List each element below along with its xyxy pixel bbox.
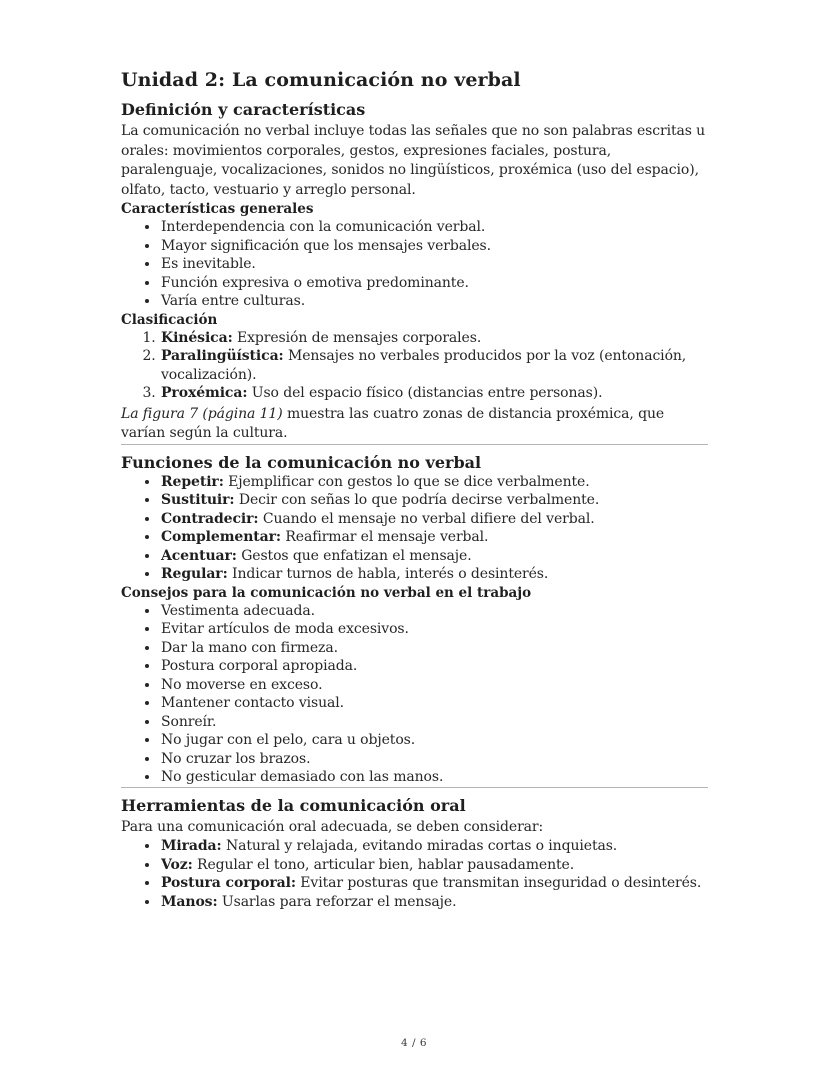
list-item: • Postura corporal apropiada. [160,657,708,676]
clasificacion-list [121,329,708,403]
figure-note-text: muestra las cuatro zonas de distancia proxémica, que varían según la cultura. [121,405,665,441]
term: Manos: [161,893,218,910]
caracteristicas-list [121,218,708,311]
term-description: Ejemplificar con gestos lo que se dice verbalmente. [228,473,590,490]
list-item: • No gesticular demasiado con las manos. [160,768,708,787]
list-item: • Interdependencia con la comunicación verbal. [160,218,708,237]
list-item [160,837,708,856]
list-item: • Evitar artículos de moda excesivos. [160,620,708,639]
heading-clasificacion: Clasificación [121,311,218,328]
term-description: Indicar turnos de habla, interés o desinterés. [232,566,549,582]
herramientas-list [121,837,708,911]
term: Regular: [161,566,228,582]
funciones-list [121,473,708,584]
term-description: Usarlas para reforzar el mensaje. [221,893,457,910]
list-item [160,874,708,893]
term-description: Gestos que enfatizan el mensaje. [241,547,472,564]
term-description: Decir con señas lo que podría decirse verbalmente. [238,492,600,508]
term-description: Reafirmar el mensaje verbal. [285,529,489,545]
list-item: • Mayor significación que los mensajes verbales. [160,237,708,256]
term-description: Natural y relajada, evitando miradas cortas o inquietas. [225,838,618,854]
paragraph-definicion: La comunicación no verbal incluye todas las señales que no son palabras escritas u orales: movimientos corporales, gestos, expresiones faciales, postura, paralenguaje, vocalizaciones, sonidos no lingüísticos, proxémica (uso del espacio), olfato, tacto, vestuario y arreglo personal. [121,123,706,198]
term: Postura corporal: [161,875,296,891]
list-item [160,528,708,547]
page-title: Unidad 2: La comunicación no verbal [121,69,521,91]
heading-funciones: Funciones de la comunicación no verbal [121,452,482,472]
list-item: • Vestimenta adecuada. [160,602,708,621]
list-item: • Dar la mano con firmeza. [160,639,708,658]
term: Paralingüística: [161,348,284,364]
horizontal-rule [121,444,708,445]
term: Repetir: [161,473,224,490]
list-item: • No moverse en exceso. [160,676,708,695]
list-item [160,565,708,584]
term: Voz: [161,856,193,873]
list-item [160,893,708,912]
list-item: • Mantener contacto visual. [160,694,708,713]
term: Contradecir: [161,510,259,527]
term: Kinésica: [161,329,233,346]
term-description: Uso del espacio físico (distancias entre personas). [251,385,603,401]
list-item: • No jugar con el pelo, cara u objetos. [160,731,708,750]
horizontal-rule [121,787,708,788]
list-item [160,347,708,384]
list-item: • Sonreír. [160,713,708,732]
heading-caracteristicas: Características generales [121,201,314,217]
figure-note [121,405,708,444]
paragraph-herramientas: Para una comunicación oral adecuada, se deben considerar: [121,818,544,835]
list-item [160,329,708,348]
heading-herramientas: Herramientas de la comunicación oral [121,795,466,815]
heading-definicion: Definición y características [121,100,366,119]
list-item [160,547,708,566]
list-item: • Varía entre culturas. [160,292,708,311]
list-item [160,384,708,403]
list-item [160,856,708,875]
term: Mirada: [161,838,222,854]
list-item [160,473,708,492]
figure-reference: La figura 7 (página 11) [121,405,283,422]
term-description: Mensajes no verbales producidos por la voz (entonación, vocalización). [161,348,687,383]
list-item: • Función expresiva o emotiva predominante. [160,274,708,293]
term-description: Evitar posturas que transmitan inseguridad o desinterés. [300,875,702,891]
term: Acentuar: [161,547,237,564]
term: Complementar: [161,529,281,545]
term-description: Regular el tono, articular bien, hablar pausadamente. [197,856,575,873]
term: Proxémica: [161,385,248,401]
list-item [160,510,708,529]
consejos-list [121,602,708,787]
list-item [160,491,708,510]
page-number: 4 / 6 [400,1037,428,1049]
term-description: Expresión de mensajes corporales. [237,329,482,346]
list-item: • Es inevitable. [160,255,708,274]
heading-consejos: Consejos para la comunicación no verbal en el trabajo [121,584,532,601]
list-item: • No cruzar los brazos. [160,750,708,769]
term: Sustituir: [161,492,235,508]
term-description: Cuando el mensaje no verbal difiere del verbal. [262,510,595,527]
